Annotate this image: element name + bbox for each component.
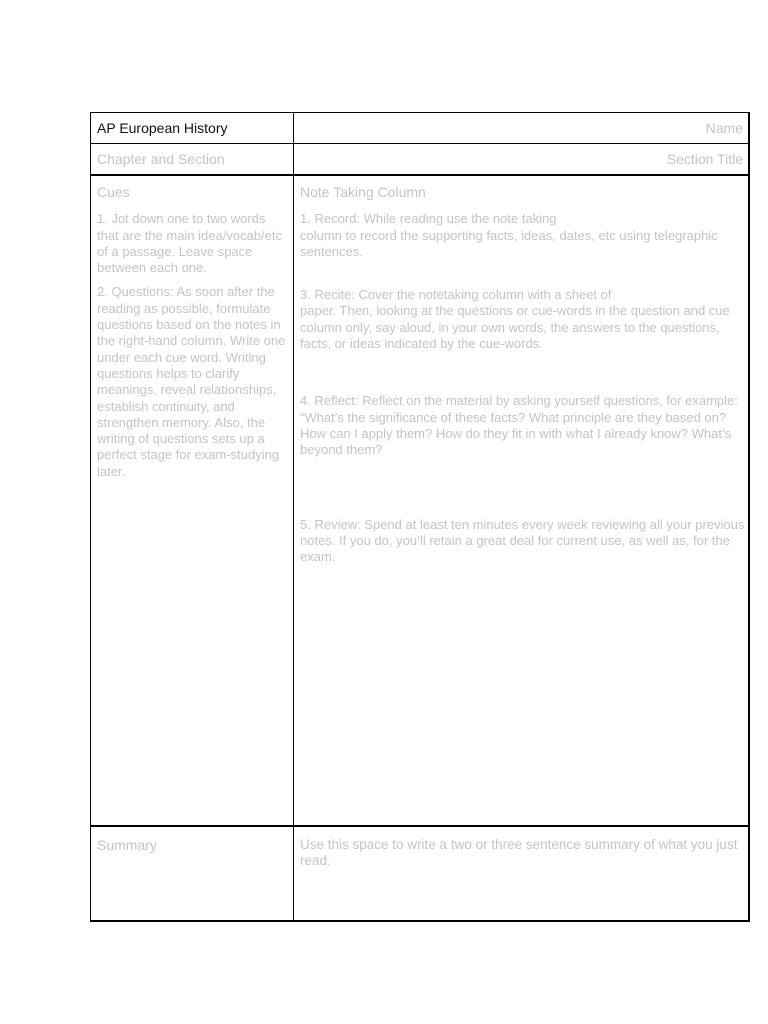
cues-column[interactable] [91,176,293,825]
cornell-notes-table [90,112,750,922]
notes-instruction-recite: 3. Recite: Cover the notetaking column with a sheet of paper. Then, looking at the questions or cue-words in the question and cue column only, say aloud, in your own words, the answers to the questions, facts, or ideas indicated by the cue-words. [300,287,730,352]
summary-label: Summary [97,837,157,853]
name-label: Name [705,120,743,136]
section-title-label: Section Title [666,151,743,167]
section-title-field[interactable] [294,144,749,174]
note-taking-column[interactable] [294,176,749,825]
summary-instruction: Use this space to write a two or three sentence summary of what you just read. [300,837,738,869]
summary-label-cell [91,827,293,921]
course-title: AP European History [97,120,228,136]
chapter-section-field[interactable] [91,144,293,174]
notes-instruction-reflect: 4. Reflect: Reflect on the material by asking yourself questions, for example: “What’s the significance of these facts? What principle are they based on? How can I apply them? How do they fit in with what I already know? What’s beyond them? [300,393,738,458]
notes-instruction-review: 5. Review: Spend at least ten minutes every week reviewing all your previous notes. If you do, you’ll retain a great deal for current use, as well as, for the exam. [300,516,745,565]
name-field[interactable] [294,113,749,143]
summary-field[interactable] [294,827,749,921]
chapter-section-label: Chapter and Section [97,151,225,167]
cues-title: Cues [97,184,130,200]
course-title-cell [91,113,293,143]
notes-instruction-record: 1. Record: While reading use the note taking column to record the supporting facts, ideas, dates, etc using telegraphic sentences. [300,211,718,259]
cues-instruction-1: 1. Jot down one to two words that are the main idea/vocab/etc of a passage. Leave space between each one. [97,211,283,276]
cues-instruction-2: 2. Questions: As soon after the reading as possible, formulate questions based on the notes in the right-hand column. Write one under each cue word. Writing questions helps to clarify meanings, reveal relationships, establish continuity, and strengthen memory. Also, the writing of questions sets up a perfect stage for exam-studying later. [97,284,286,479]
notes-title: Note Taking Column [300,184,426,200]
